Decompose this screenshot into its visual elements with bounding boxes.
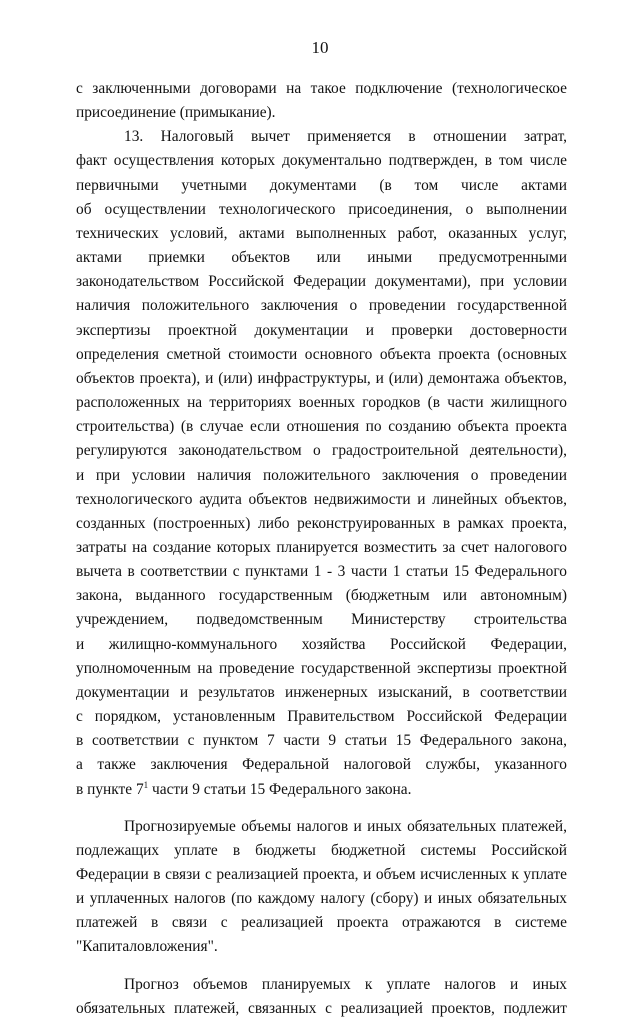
text-line: экспертизы проектной документации и проверки достоверности [76, 321, 567, 339]
text-line: присоединение (примыкание). [76, 104, 276, 122]
text-line: Прогнозируемые объемы налогов и иных обязательных платежей, [124, 817, 567, 835]
text-line: обязательных платежей, связанных с реализацией проектов, подлежит [76, 999, 567, 1017]
text-line: платежей в связи с реализацией проекта отражаются в системе [76, 914, 567, 932]
text-line: 13. Налоговый вычет применяется в отношении затрат, [124, 128, 567, 146]
text-line: и уплаченных налогов (по каждому налогу (сбору) и иных обязательных [76, 890, 567, 908]
text-fragment: в пункте 7 [76, 780, 144, 798]
page-number: 10 [311, 38, 329, 57]
text-line: созданных (построенных) либо реконструированных в рамках проекта, [76, 514, 567, 532]
text-line: строительства) (в случае если отношения по созданию объекта проекта [76, 418, 567, 436]
text-line [76, 778, 567, 802]
document-body [76, 77, 567, 1021]
text-line: подлежащих уплате в бюджеты бюджетной системы Российской [76, 841, 567, 859]
text-line: регулируются законодательством о градостроительной деятельности), [76, 442, 567, 460]
paragraph-continuation [76, 77, 567, 125]
text-line: Федерации в связи с реализацией проекта, и объем исчисленных к уплате [76, 866, 567, 883]
text-line: объектов проекта), и (или) инфраструктуры, и (или) демонтажа объектов, [76, 369, 567, 387]
text-line: закона, выданного государственным (бюджетным или автономным) [76, 587, 567, 605]
text-line: законодательством Российской Федерации документами), при условии [76, 273, 567, 291]
paragraph-13-tax-deduction [76, 125, 567, 801]
text-line: затраты на создание которых планируется возместить за счет налогового [76, 538, 567, 556]
text-line: факт осуществления которых документально подтвержден, в том числе [76, 152, 567, 170]
text-line: а также заключения Федеральной налоговой службы, указанного [76, 756, 567, 774]
text-line: определения сметной стоимости основного объекта проекта (основных [76, 345, 567, 363]
text-line: уполномоченным на проведение государственной экспертизы проектной [76, 659, 567, 677]
text-line: первичными учетными документами (в том числе актами [76, 176, 567, 194]
paragraph-tax-forecast [76, 815, 567, 960]
text-line: наличия положительного заключения о проведении государственной [76, 297, 567, 315]
text-line: Прогноз объемов планируемых к уплате налогов и иных [124, 975, 567, 993]
text-line: технических условий, актами выполненных работ, оказанных услуг, [76, 224, 567, 242]
superscript-index: 1 [143, 779, 149, 790]
text-line: об осуществлении технологического присоединения, о выполнении [76, 200, 567, 218]
text-line: документации и результатов инженерных изысканий, в соответствии [76, 683, 567, 701]
paragraph-payments-forecast [76, 973, 567, 1021]
text-line: расположенных на территориях военных городков (в части жилищного [76, 394, 567, 412]
text-line: и при условии наличия положительного заключения о проведении [76, 466, 567, 484]
text-line: актами приемки объектов или иными предусмотренными [76, 249, 567, 267]
text-line: с заключенными договорами на такое подключение (технологическое [76, 80, 567, 97]
text-line: учреждением, подведомственным Министерству строительства [76, 611, 567, 629]
text-line: вычета в соответствии с пунктами 1 - 3 части 1 статьи 15 Федерального [76, 563, 567, 581]
text-fragment: части 9 статьи 15 Федерального закона. [148, 780, 412, 798]
text-line: с порядком, установленным Правительством Российской Федерации [76, 708, 567, 726]
text-line: технологического аудита объектов недвижимости и линейных объектов, [76, 490, 567, 508]
text-line: в соответствии с пунктом 7 части 9 статьи 15 Федерального закона, [76, 732, 567, 750]
text-line: и жилищно-коммунального хозяйства Российской Федерации, [76, 635, 567, 653]
text-line: "Капиталовложения". [76, 938, 218, 956]
